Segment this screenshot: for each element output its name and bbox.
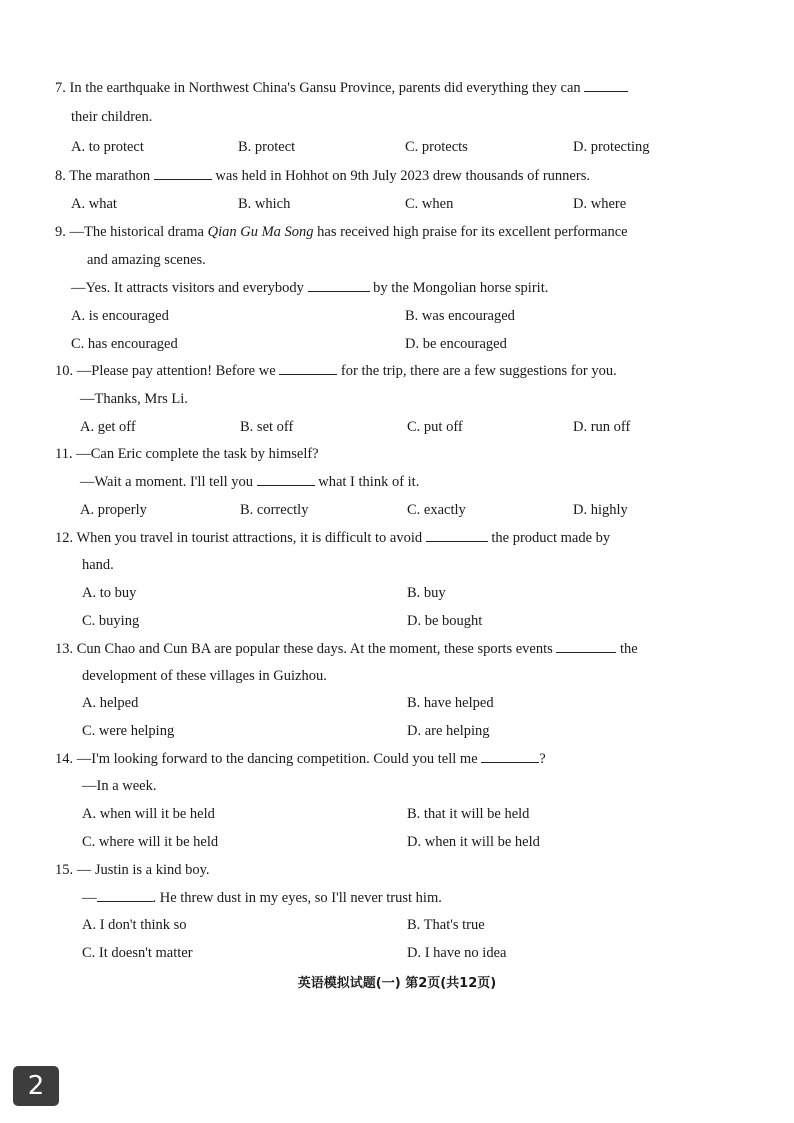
- option-c: C. buying: [82, 613, 140, 629]
- option-c: C. were helping: [82, 723, 175, 739]
- option-c: C. It doesn't matter: [82, 945, 193, 961]
- question-10-reply: —Thanks, Mrs Li.: [80, 391, 188, 407]
- question-9-reply: —Yes. It attracts visitors and everybody by the Mongolian horse spirit.: [71, 280, 549, 296]
- drama-title: Qian Gu Ma Song: [207, 224, 314, 240]
- answer-blank: [97, 889, 153, 902]
- option-a: A. to buy: [82, 585, 137, 601]
- option-b: B. set off: [240, 419, 294, 435]
- option-d: D. are helping: [407, 723, 490, 739]
- answer-blank: [308, 279, 370, 292]
- question-7-stem-cont: their children.: [71, 109, 153, 125]
- option-a: A. what: [71, 196, 117, 212]
- page-footer: 英语模拟试题(一) 第2页(共12页): [297, 976, 497, 991]
- option-d: D. run off: [573, 419, 631, 435]
- option-d: D. be encouraged: [405, 336, 507, 352]
- option-b: B. have helped: [407, 695, 494, 711]
- question-14-stem: 14. —I'm looking forward to the dancing competition. Could you tell me ?: [55, 751, 546, 767]
- option-b: B. was encouraged: [405, 308, 515, 324]
- option-d: D. highly: [573, 502, 628, 518]
- option-b: B. correctly: [240, 502, 309, 518]
- question-12-stem: 12. When you travel in tourist attractions, it is difficult to avoid the product made by: [55, 530, 611, 546]
- question-13-stem: 13. Cun Chao and Cun BA are popular these days. At the moment, these sports events the: [55, 641, 638, 657]
- option-c: C. exactly: [407, 502, 466, 518]
- answer-blank: [426, 529, 488, 542]
- question-11-stem: 11. —Can Eric complete the task by himself?: [55, 446, 319, 462]
- question-12-stem-cont: hand.: [82, 557, 114, 573]
- question-15-reply: — . He threw dust in my eyes, so I'll never trust him.: [82, 890, 442, 906]
- option-d: D. be bought: [407, 613, 483, 629]
- option-a: A. to protect: [71, 139, 144, 155]
- answer-blank: [257, 473, 315, 486]
- option-b: B. That's true: [407, 917, 485, 933]
- option-a: A. when will it be held: [82, 806, 215, 822]
- question-11-reply: —Wait a moment. I'll tell you what I think of it.: [80, 474, 420, 490]
- question-8-stem: 8. The marathon was held in Hohhot on 9th July 2023 drew thousands of runners.: [55, 168, 590, 184]
- option-a: A. I don't think so: [82, 917, 187, 933]
- answer-blank: [556, 640, 616, 653]
- answer-blank: [481, 750, 539, 763]
- option-d: D. where: [573, 196, 627, 212]
- question-13-stem-cont: development of these villages in Guizhou.: [82, 668, 327, 684]
- question-10-stem: 10. —Please pay attention! Before we for the trip, there are a few suggestions for you.: [55, 363, 617, 379]
- option-c: C. has encouraged: [71, 336, 178, 352]
- option-a: A. is encouraged: [71, 308, 169, 324]
- option-a: A. get off: [80, 419, 136, 435]
- option-a: A. properly: [80, 502, 147, 518]
- question-9-stem: 9. —The historical drama Qian Gu Ma Song has received high praise for its excellent performance: [55, 224, 628, 240]
- answer-blank: [279, 362, 337, 375]
- option-c: C. put off: [407, 419, 463, 435]
- option-d: D. protecting: [573, 139, 650, 155]
- answer-blank: [584, 79, 628, 92]
- option-b: B. protect: [238, 139, 296, 155]
- option-b: B. which: [238, 196, 291, 212]
- option-d: D. when it will be held: [407, 834, 540, 850]
- question-9-stem-cont: and amazing scenes.: [87, 252, 206, 268]
- option-c: C. when: [405, 196, 454, 212]
- option-a: A. helped: [82, 695, 139, 711]
- question-15-stem: 15. — Justin is a kind boy.: [55, 862, 210, 878]
- option-c: C. where will it be held: [82, 834, 219, 850]
- option-b: B. that it will be held: [407, 806, 530, 822]
- option-c: C. protects: [405, 139, 468, 155]
- question-14-reply: —In a week.: [82, 778, 157, 794]
- question-7-stem: 7. In the earthquake in Northwest China's Gansu Province, parents did everything they can: [55, 79, 628, 97]
- answer-blank: [154, 167, 212, 180]
- option-b: B. buy: [407, 585, 446, 601]
- option-d: D. I have no idea: [407, 945, 507, 961]
- page-number-badge: 2: [13, 1066, 59, 1106]
